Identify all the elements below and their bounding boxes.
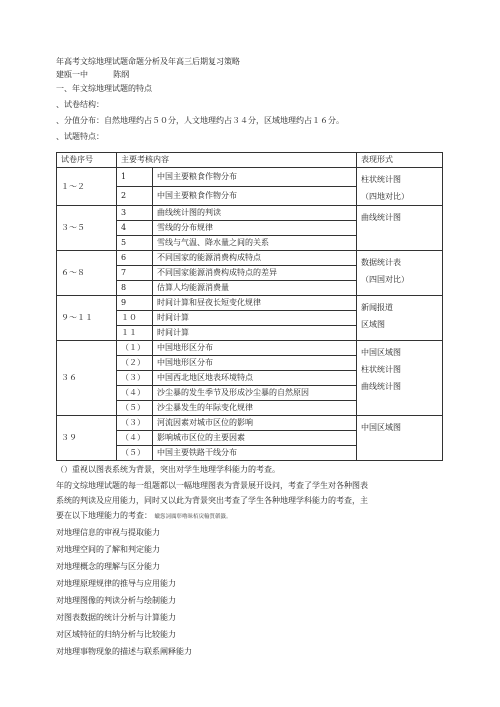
- table-header-row: [57, 153, 443, 168]
- row-number: 9: [117, 296, 153, 311]
- after-para3-line: [56, 510, 232, 523]
- row-number: 7: [117, 266, 153, 281]
- row-content: 时间计算: [153, 326, 357, 341]
- row-content: 影响城市区位的主要因素: [153, 431, 357, 446]
- row-content: 中国地形区分布: [153, 341, 357, 356]
- exam-table: [56, 152, 443, 461]
- row-number: （３）: [117, 371, 153, 386]
- row-number: （５）: [117, 401, 153, 416]
- row-form: [357, 168, 443, 206]
- row-content: 沙尘暴发生的年际变化规律: [153, 401, 357, 416]
- row-content: 中国主要铁路干线分布: [153, 446, 357, 461]
- row-number: 8: [117, 281, 153, 296]
- row-number: （４）: [117, 431, 153, 446]
- header-form: 表现形式: [357, 153, 443, 168]
- row-content: 估算人均能源消费量: [153, 281, 357, 296]
- row-content: 雪线的分布规律: [153, 221, 357, 236]
- table-row: [57, 296, 443, 311]
- row-content: 中国主要粮食作物分布: [153, 187, 357, 206]
- row-number: （４）: [117, 386, 153, 401]
- row-number: （１）: [117, 341, 153, 356]
- row-seq: ３～５: [57, 206, 117, 251]
- form-line: 柱状统计图: [361, 175, 401, 184]
- row-content: 中国地形区分布: [153, 356, 357, 371]
- row-content: 中国主要粮食作物分布: [153, 168, 357, 187]
- row-content: 不同国家的能源消费构成特点: [153, 251, 357, 266]
- row-content: 中国西北地区地表环境特点: [153, 371, 357, 386]
- author-line: [56, 69, 129, 80]
- row-number: （５）: [117, 446, 153, 461]
- row-content: 沙尘暴的发生季节及形成沙尘暴的自然原因: [153, 386, 357, 401]
- section-heading: 一、年文综地理试题的特点: [56, 84, 152, 93]
- header-seq: 试卷序号: [57, 153, 117, 168]
- row-content: 时间计算: [153, 311, 357, 326]
- form-line: 中国区域图: [361, 348, 401, 357]
- row-content: 雪线与气温、降水量之间的关系: [153, 236, 357, 251]
- row-seq: １～２: [57, 168, 117, 206]
- after-line1: （）重视以图表系统为背景，突出对学生地理学科能力的考查。: [56, 465, 280, 474]
- form-line: 区域图: [361, 320, 385, 329]
- row-number: 5: [117, 236, 153, 251]
- form-line: 中国区域图: [361, 423, 401, 432]
- row-form: [357, 251, 443, 296]
- author-school: 建瓯一中: [56, 70, 88, 79]
- row-number: 1: [117, 168, 153, 187]
- after-para3: 要在以下地理能力的考查：: [56, 511, 152, 520]
- row-form: [357, 206, 443, 251]
- row-content: 时间计算和昼夜长短变化规律: [153, 296, 357, 311]
- row-content: 不同国家能源消费构成特点的差异: [153, 266, 357, 281]
- ability-item: 对地理图像的判读分析与绘制能力: [56, 596, 176, 605]
- table-row: [57, 206, 443, 221]
- header-content: 主要考核内容: [117, 153, 357, 168]
- row-form: [357, 296, 443, 341]
- ability-item: 对地理事物现象的描述与联系阐释能力: [56, 647, 192, 656]
- table-row: [57, 251, 443, 266]
- form-line: 柱状统计图: [361, 365, 401, 374]
- item-features: 、试题特点：: [56, 132, 104, 141]
- form-line: 曲线统计图: [361, 213, 401, 222]
- row-number: 2: [117, 187, 153, 206]
- row-number: １１: [117, 326, 153, 341]
- row-form: [357, 416, 443, 461]
- after-para2: 系统的判读及应用能力，同时又以此为背景突出考查了学生各种地理学科能力的考查，主: [56, 496, 368, 505]
- item-score: 、分值分布：自然地理约占５０分，人文地理约占３４分，区域地理约占１６分。: [56, 116, 344, 125]
- row-number: （３）: [117, 416, 153, 431]
- row-number: 3: [117, 206, 153, 221]
- ability-item: 对地理空间的了解和判定能力: [56, 545, 160, 554]
- ability-item: 对图表数据的统计分析与计算能力: [56, 613, 176, 622]
- author-name: 陈纲: [113, 70, 130, 79]
- item-structure: 、试卷结构：: [56, 100, 104, 109]
- form-line: （四国对比）: [361, 275, 409, 284]
- form-line: 数据统计表: [361, 258, 401, 267]
- table-row: [57, 341, 443, 356]
- row-content: 曲线统计图的判读: [153, 206, 357, 221]
- table-row: [57, 168, 443, 187]
- doc-title: 年高考文综地理试题命题分析及年高三后期复习策略: [56, 57, 240, 66]
- row-number: （２）: [117, 356, 153, 371]
- row-seq: ６～８: [57, 251, 117, 296]
- table-row: [57, 416, 443, 431]
- form-line: （四地对比）: [361, 192, 409, 201]
- row-seq: ９～１１: [57, 296, 117, 341]
- form-line: 曲线统计图: [361, 382, 401, 391]
- row-number: 4: [117, 221, 153, 236]
- row-seq: ３９: [57, 416, 117, 461]
- row-content: 河流因素对城市区位的影响: [153, 416, 357, 431]
- after-para3-note: 蠟慫詞厲彰嚕昧栢戾輸質韜籤。: [154, 514, 232, 520]
- row-seq: ３６: [57, 341, 117, 416]
- ability-item: 对地理原理规律的推导与应用能力: [56, 579, 176, 588]
- after-para1: 年的文综地理试题的每一组题都以一幅地理图表为背景展开设问，考查了学生对各种图表: [56, 481, 368, 490]
- row-number: １０: [117, 311, 153, 326]
- ability-item: 对区域特征的归纳分析与比较能力: [56, 630, 176, 639]
- row-form: [357, 341, 443, 416]
- row-number: 6: [117, 251, 153, 266]
- form-line: 新闻报道: [361, 303, 393, 312]
- ability-item: 对地理信息的审视与提取能力: [56, 528, 160, 537]
- ability-item: 对地理概念的理解与区分能力: [56, 562, 160, 571]
